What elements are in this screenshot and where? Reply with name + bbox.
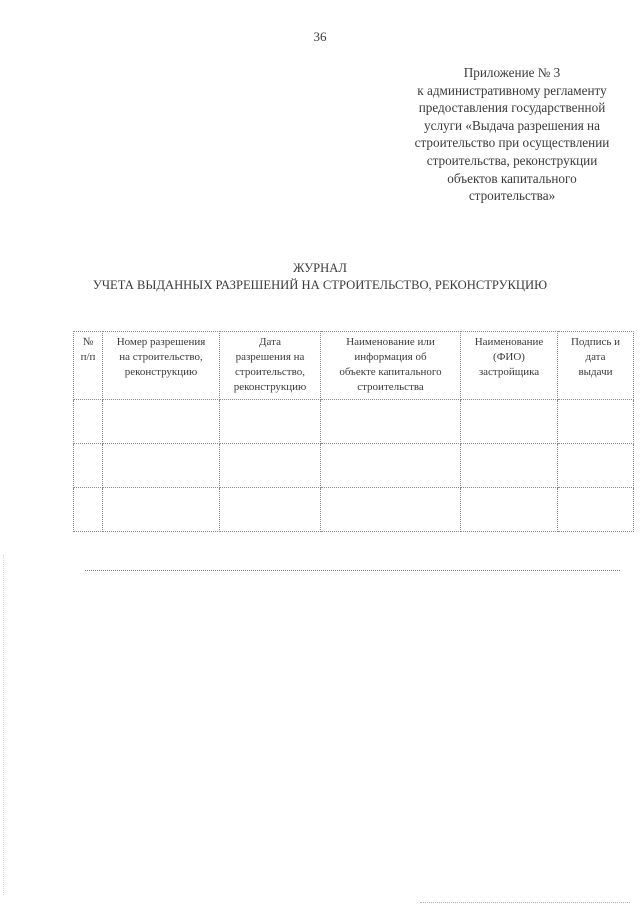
appendix-line: объектов капитального: [447, 170, 577, 186]
journal-title: [0, 260, 640, 294]
table-cell: [103, 444, 220, 488]
separator-line: [85, 570, 620, 571]
footer-line: [420, 902, 630, 903]
table-cell: [461, 444, 558, 488]
table-cell: [321, 488, 461, 532]
journal-table: [73, 331, 634, 532]
table-cell: [461, 488, 558, 532]
appendix-header: [392, 64, 632, 205]
appendix-line: строительство при осуществлении: [414, 135, 610, 151]
journal-subtitle-line: УЧЕТА ВЫДАННЫХ РАЗРЕШЕНИЙ НА СТРОИТЕЛЬСТВО, РЕКОНСТРУКЦИЮ: [92, 278, 548, 292]
table-cell: [103, 400, 220, 444]
table-cell: [558, 400, 634, 444]
journal-title-line: ЖУРНАЛ: [293, 261, 347, 275]
column-header-object-info: Наименование или информация об объекте капитального строительства: [321, 332, 461, 400]
table-cell: [321, 400, 461, 444]
appendix-line: к административному регламенту: [417, 82, 607, 98]
table-row: [74, 444, 634, 488]
column-header-permit-number: Номер разрешения на строительство, реконструкцию: [103, 332, 220, 400]
appendix-line: строительства, реконструкции: [426, 152, 598, 168]
table-cell: [220, 400, 321, 444]
page-number: 36: [313, 29, 327, 44]
table-cell: [558, 444, 634, 488]
appendix-line: предоставления государственной: [418, 100, 606, 116]
table-cell: [74, 488, 103, 532]
column-header-developer: Наименование (ФИО) застройщика: [461, 332, 558, 400]
column-header-signature-date: Подпись и дата выдачи: [558, 332, 634, 400]
table-header-row: [74, 332, 634, 400]
table-cell: [461, 400, 558, 444]
appendix-line: услуги «Выдача разрешения на: [424, 117, 600, 133]
column-header-number: № п/п: [74, 332, 103, 400]
scan-margin-dots: [3, 555, 5, 895]
table-cell: [103, 488, 220, 532]
appendix-line: строительства»: [468, 188, 556, 204]
column-header-permit-date: Дата разрешения на строительство, реконструкцию: [220, 332, 321, 400]
table-cell: [558, 488, 634, 532]
table-cell: [220, 444, 321, 488]
table-cell: [74, 400, 103, 444]
table-row: [74, 488, 634, 532]
table-cell: [74, 444, 103, 488]
table-cell: [321, 444, 461, 488]
appendix-line: Приложение № 3: [463, 65, 561, 80]
table-row: [74, 400, 634, 444]
table-cell: [220, 488, 321, 532]
